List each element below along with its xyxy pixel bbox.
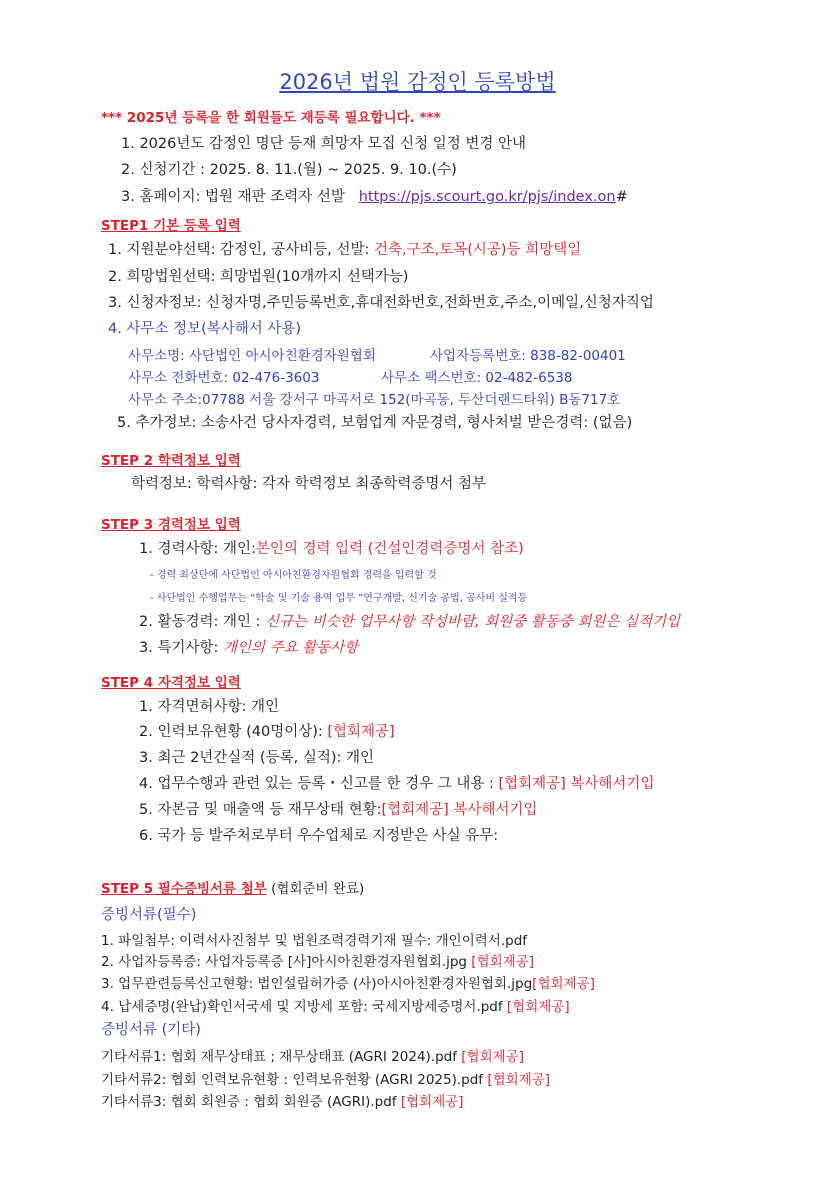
page-title: 2026년 법원 감정인 등록방법 xyxy=(279,70,556,94)
step2-text: 학력정보: 학력사항: 각자 학력정보 최종학력증명서 첨부 xyxy=(131,476,486,492)
required-doc-4-provided: [협회제공] xyxy=(506,999,570,1015)
office-address: 사무소 주소:07788 서울 강서구 마곡서로 152(마곡동, 두산더랜드타워) B동717호 xyxy=(128,392,621,408)
step4-item-1: 1. 자격면허사항: 개인 xyxy=(139,699,279,715)
step3-item-1-highlight: 본인의 경력 입력 (건설인경력증명서 참조) xyxy=(255,541,524,557)
step3-item-1-label: 1. 경력사항: 개인: xyxy=(139,541,256,557)
step3-item-3 xyxy=(139,636,358,657)
step1-item-1-label: 1. 지원분야선택: 감정인, 공사비등, 선발: xyxy=(108,242,374,258)
office-tel: 사무소 전화번호: 02-476-3603 xyxy=(128,370,320,386)
step3-item-1 xyxy=(139,537,524,558)
step4-item-4-highlight: [협회제공] 복사해서기입 xyxy=(498,776,655,792)
step3-item-2-label: 2. 활동경력: 개인 : xyxy=(139,614,266,630)
step4-item-2 xyxy=(139,720,395,741)
step2-heading: STEP 2 학력정보 입력 xyxy=(101,453,241,469)
intro-item-2: 2. 신청기간 : 2025. 8. 11.(월) ~ 2025. 9. 10.(수) xyxy=(121,162,457,178)
office-biz-no: 사업자등록번호: 838-82-00401 xyxy=(430,348,626,364)
required-doc-2-provided: [협회제공] xyxy=(471,954,534,970)
intro-item-1: 1. 2026년도 감정인 명단 등재 희망자 모집 신청 일정 변경 안내 xyxy=(121,136,526,152)
step3-heading: STEP 3 경력정보 입력 xyxy=(101,517,241,533)
step1-item-3: 3. 신청자정보: 신청자명,주민등록번호,휴대전화번호,전화번호,주소,이메일,신청자직업 xyxy=(108,295,654,311)
other-doc-1-provided: [협회제공] xyxy=(461,1049,524,1065)
step3-item-3-label: 3. 특기사항: xyxy=(139,640,223,656)
other-doc-3-label: 기타서류3: 협회 회원증 : 협회 회원증 (AGRI).pdf xyxy=(101,1094,401,1110)
required-doc-3-provided: [협회제공] xyxy=(532,976,595,992)
required-docs-label: 증빙서류(필수) xyxy=(101,907,197,923)
other-doc-1 xyxy=(101,1045,524,1065)
step3-item-2 xyxy=(139,610,680,631)
step5-heading-suffix: (협회준비 완료) xyxy=(266,881,365,897)
required-doc-4-label: 4. 납세증명(완납)확인서국세 및 지방세 포함: 국세지방세증명서.pdf xyxy=(101,999,507,1015)
other-doc-2-provided: [협회제공] xyxy=(487,1072,551,1088)
step3-item-2-highlight: 신규는 비슷한 업무사항 작성바람, 회원중 활동중 회원은 실적기입 xyxy=(265,614,681,630)
step4-heading: STEP 4 자격정보 입력 xyxy=(101,675,241,691)
step4-item-5-highlight: [협회제공] 복사해서기입 xyxy=(381,802,538,818)
step1-item-2: 2. 희망법원선택: 희망법원(10개까지 선택가능) xyxy=(108,269,409,285)
step4-item-2-highlight: [협회제공] xyxy=(327,724,395,740)
step4-item-2-label: 2. 인력보유현황 (40명이상): xyxy=(139,724,328,740)
step4-item-5-label: 5. 자본금 및 매출액 등 재무상태 현황: xyxy=(139,802,382,818)
step4-item-4-label: 4. 업무수행과 관련 있는 등록・신고를 한 경우 그 내용 : xyxy=(139,776,499,792)
step4-item-4 xyxy=(139,772,654,793)
other-doc-3 xyxy=(101,1090,464,1110)
step3-item-3-highlight: 개인의 주요 활동사항 xyxy=(222,640,359,656)
homepage-link[interactable]: https://pjs.scourt.go.kr/pjs/index.on xyxy=(358,189,616,205)
step3-note-2: - 사단법인 수행업무는 “학술 및 기술 용역 업무 ”연구개발, 신기술 공법, 공사비 실적등 xyxy=(150,593,528,604)
step1-item-1 xyxy=(108,238,581,259)
step4-item-3: 3. 최근 2년간실적 (등록, 실적): 개인 xyxy=(139,750,374,766)
step1-item-5: 5. 추가정보: 소송사건 당사자경력, 보험업계 자문경력, 형사처벌 받은경력: (없음) xyxy=(117,415,633,431)
homepage-hash: # xyxy=(615,189,628,205)
required-doc-3 xyxy=(101,972,595,992)
other-doc-3-provided: [협회제공] xyxy=(400,1094,464,1110)
required-doc-3-label: 3. 업무관련등록신고현황: 법인설립허가증 (사)아시아친환경자원협회.jpg xyxy=(101,976,533,992)
other-doc-2 xyxy=(101,1068,550,1088)
intro-item-3-text: 3. 홈페이지: 법원 재판 조력자 선발 xyxy=(121,189,345,205)
office-name: 사무소명: 사단법인 아시아친환경자원협회 xyxy=(128,348,376,364)
re-registration-notice: *** 2025년 등록을 한 회원들도 재등록 필요합니다. *** xyxy=(101,110,441,126)
required-doc-1: 1. 파일첨부: 이력서사진첨부 및 법원조력경력기재 필수: 개인이력서.pdf xyxy=(101,933,528,949)
intro-item-3 xyxy=(121,185,628,206)
required-doc-2 xyxy=(101,950,534,970)
step1-item-1-highlight: 건축,구조,토목(시공)등 희망택일 xyxy=(373,242,582,258)
step3-note-1: - 경력 최상단에 사단법인 아시아친환경자원협회 경력을 입력할 것 xyxy=(150,570,437,581)
step4-item-5 xyxy=(139,798,537,819)
step5-heading-row xyxy=(101,877,364,897)
other-docs-label: 증빙서류 (기타) xyxy=(101,1022,201,1038)
step5-heading: STEP 5 필수증빙서류 첨부 xyxy=(101,881,267,897)
step1-item-4: 4. 사무소 정보(복사해서 사용) xyxy=(108,321,302,337)
office-fax: 사무소 팩스번호: 02-482-6538 xyxy=(381,370,573,386)
required-doc-4 xyxy=(101,995,570,1015)
step1-heading: STEP1 기본 등록 입력 xyxy=(101,218,241,234)
step4-item-6: 6. 국가 등 발주처로부터 우수업체로 지정받은 사실 유무: xyxy=(139,828,499,844)
other-doc-1-label: 기타서류1: 협회 재무상태표 ; 재무상태표 (AGRI 2024).pdf xyxy=(101,1049,462,1065)
other-doc-2-label: 기타서류2: 협회 인력보유현황 : 인력보유현황 (AGRI 2025).pdf xyxy=(101,1072,488,1088)
required-doc-2-label: 2. 사업자등록증: 사업자등록증 [사]아시아친환경자원협회.jpg xyxy=(101,954,472,970)
